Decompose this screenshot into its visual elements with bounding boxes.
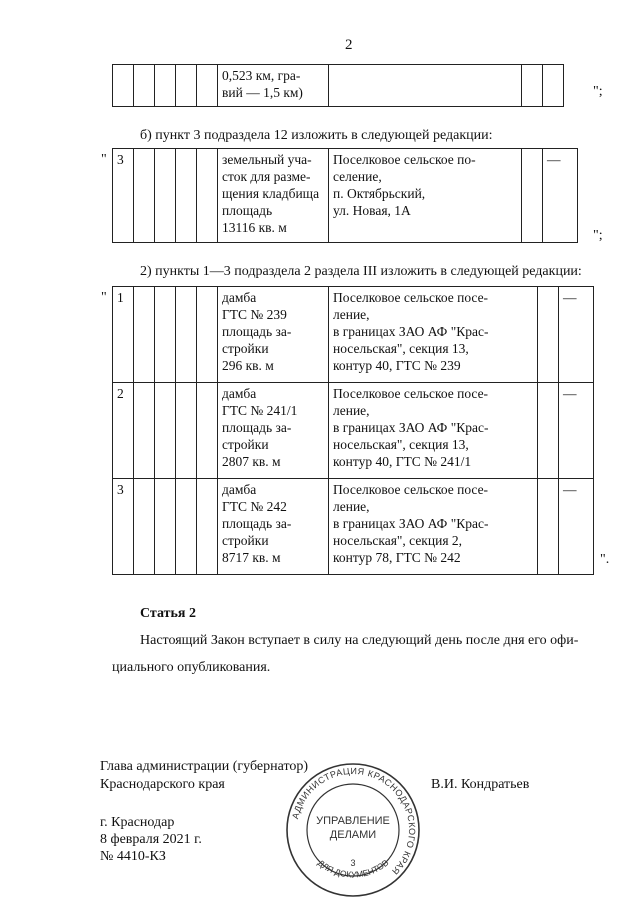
closing-quote: "; — [593, 84, 603, 99]
table-cell — [155, 383, 176, 479]
table-cell — [155, 479, 176, 575]
paragraph-b: б) пункт 3 подраздела 12 изложить в следующей редакции: — [140, 128, 493, 143]
stamp-center-1: УПРАВЛЕНИЕ — [316, 815, 390, 827]
stamp-center-2: ДЕЛАМИ — [329, 829, 377, 841]
signature-position-2: Краснодарского края — [100, 777, 225, 792]
table-row — [113, 383, 594, 479]
table-cell — [134, 383, 155, 479]
opening-quote: " — [101, 152, 107, 167]
table-cell — [176, 65, 197, 107]
table-cell-dash: — — [559, 479, 594, 575]
opening-quote: " — [101, 290, 107, 305]
closing-quote: ". — [600, 552, 610, 567]
table-cell — [176, 287, 197, 383]
table-cell — [197, 287, 218, 383]
table-cell-address: Поселковое сельское посе- ление, в границах ЗАО АФ "Крас- носельская", секция 2, контур 78, ГТС № 242 — [329, 479, 538, 575]
table-cell — [538, 479, 559, 575]
table-cell-dash: — — [543, 149, 578, 243]
table-cell — [176, 479, 197, 575]
stamp-ring-text: АДМИНИСТРАЦИЯ КРАСНОДАРСКОГО КРАЯ — [290, 765, 418, 877]
table-cemetery — [112, 148, 578, 243]
row-number: 3 — [113, 479, 134, 575]
table-cell — [176, 383, 197, 479]
article-title: Статья 2 — [140, 606, 196, 621]
table-cell — [522, 149, 543, 243]
table-row — [113, 479, 594, 575]
table-cell-dash: — — [559, 383, 594, 479]
table-cell-object: дамба ГТС № 242 площадь за- стройки 8717 кв. м — [218, 479, 329, 575]
table-continuation — [112, 64, 564, 107]
table-cell — [538, 287, 559, 383]
table-cell — [134, 149, 155, 243]
law-number: № 4410-КЗ — [100, 849, 166, 864]
signatory-name: В.И. Кондратьев — [431, 777, 530, 792]
closing-quote: "; — [593, 228, 603, 243]
table-cell — [134, 287, 155, 383]
table-cell-dash: — — [559, 287, 594, 383]
table-cell-address: Поселковое сельское по- селение, п. Октябрьский, ул. Новая, 1А — [329, 149, 522, 243]
table-cell — [522, 65, 543, 107]
page-number: 2 — [345, 37, 353, 53]
stamp-bottom-text: ДЛЯ ДОКУМЕНТОВ — [315, 857, 391, 880]
table-cell — [176, 149, 197, 243]
table-cell — [155, 65, 176, 107]
table-cell — [113, 65, 134, 107]
table-cell — [197, 149, 218, 243]
table-cell — [197, 479, 218, 575]
article-text-line-2: циального опубликования. — [112, 660, 271, 675]
table-cell — [134, 479, 155, 575]
row-number: 2 — [113, 383, 134, 479]
place: г. Краснодар — [100, 815, 175, 830]
table-cell-object: дамба ГТС № 241/1 площадь за- стройки 2807 кв. м — [218, 383, 329, 479]
table-row — [113, 287, 594, 383]
official-stamp — [283, 760, 423, 900]
table-cell — [197, 65, 218, 107]
stamp-number: 3 — [350, 858, 356, 868]
table-cell — [155, 287, 176, 383]
table-cell — [134, 65, 155, 107]
table-cell — [329, 65, 522, 107]
row-number: 1 — [113, 287, 134, 383]
article-text-line-1: Настоящий Закон вступает в силу на следующий день после дня его офи- — [140, 633, 579, 648]
table-cell-address: Поселковое сельское посе- ление, в границах ЗАО АФ "Крас- носельская", секция 13, контур 40, ГТС № 239 — [329, 287, 538, 383]
table-cell — [543, 65, 564, 107]
paragraph-2: 2) пункты 1—3 подраздела 2 раздела III изложить в следующей редакции: — [140, 264, 582, 279]
signature-position-1: Глава администрации (губернатор) — [100, 759, 309, 774]
table-dams — [112, 286, 594, 575]
date: 8 февраля 2021 г. — [100, 832, 202, 847]
row-number: 3 — [113, 149, 134, 243]
table-cell-address: Поселковое сельское посе- ление, в границах ЗАО АФ "Крас- носельская", секция 13, контур 40, ГТС № 241/1 — [329, 383, 538, 479]
table-cell-object: дамба ГТС № 239 площадь за- стройки 296 кв. м — [218, 287, 329, 383]
table-cell-object: земельный уча- сток для разме- щения кладбища площадь 13116 кв. м — [218, 149, 329, 243]
table-cell — [155, 149, 176, 243]
table-cell-object: 0,523 км, гра- вий — 1,5 км) — [218, 65, 329, 107]
table-cell — [197, 383, 218, 479]
table-cell — [538, 383, 559, 479]
